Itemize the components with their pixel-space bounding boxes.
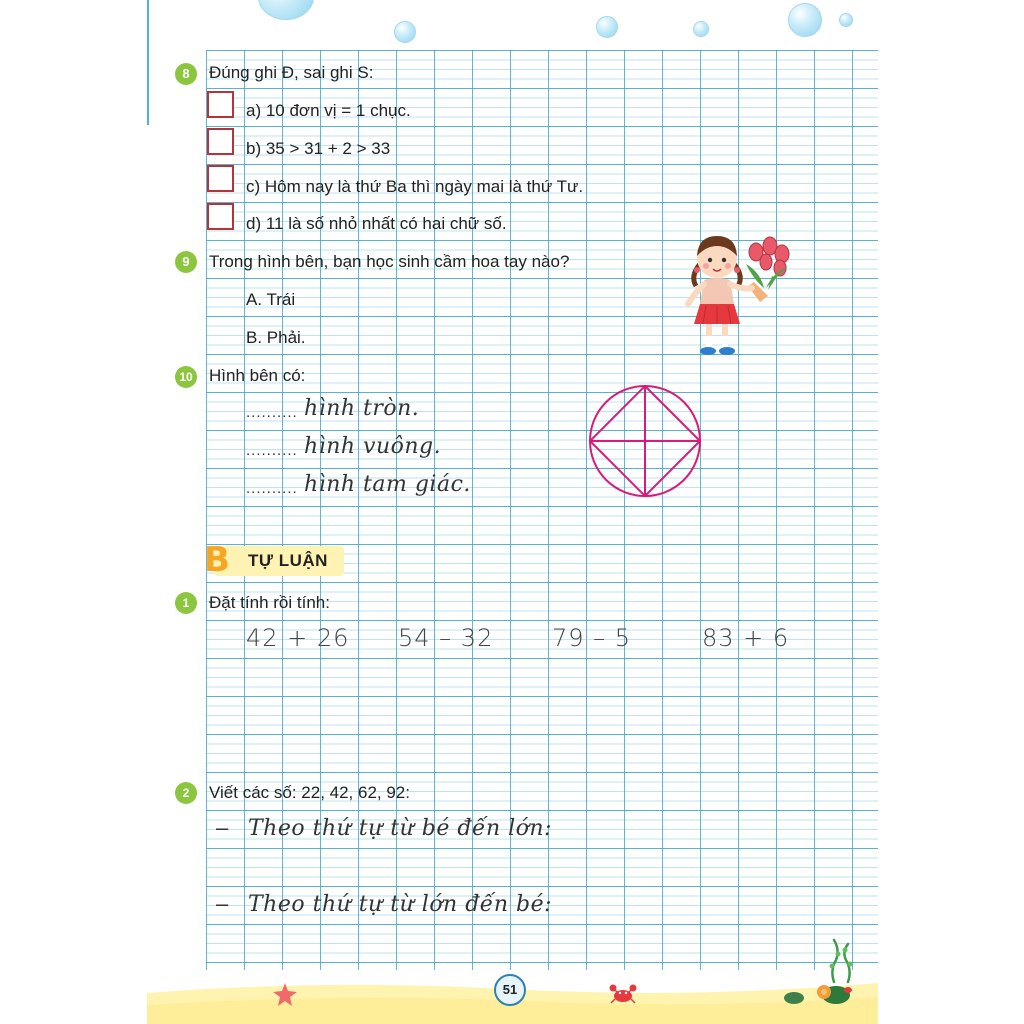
- statement-item: d) 11 là số nhỏ nhất có hai chữ số.: [246, 214, 507, 233]
- calculation-expression: 79 – 5: [552, 624, 632, 652]
- list-dash: –: [216, 891, 229, 916]
- question-number-badge: 8: [175, 63, 197, 85]
- shape-count-line: hình tròn.: [304, 396, 420, 421]
- question-number-badge: 10: [175, 366, 197, 388]
- answer-option[interactable]: B. Phải.: [246, 328, 306, 347]
- shape-count-line: hình tam giác.: [304, 472, 471, 497]
- list-dash: –: [216, 815, 229, 840]
- bubble-decoration: [258, 0, 314, 20]
- bubble-decoration: [839, 13, 853, 27]
- question-number-badge: 9: [175, 251, 197, 273]
- bubble-decoration: [693, 21, 709, 37]
- answer-blank[interactable]: ..........: [246, 442, 298, 459]
- calculation-expression: 42 + 26: [246, 624, 350, 652]
- answer-checkbox[interactable]: [207, 91, 234, 118]
- question-prompt: Viết các số: 22, 42, 62, 92:: [209, 783, 410, 802]
- section-title: TỰ LUẬN: [248, 551, 328, 570]
- bubble-decoration: [394, 21, 416, 43]
- statement-item: b) 35 > 31 + 2 > 33: [246, 139, 391, 158]
- answer-option[interactable]: A. Trái: [246, 290, 296, 309]
- answer-blank[interactable]: ..........: [246, 404, 298, 421]
- question-prompt: Trong hình bên, bạn học sinh cầm hoa tay nào?: [209, 252, 570, 271]
- statement-item: c) Hôm nay là thứ Ba thì ngày mai là thứ Tư.: [246, 177, 584, 196]
- circle-square-figure: [586, 382, 704, 500]
- statement-item: a) 10 đơn vị = 1 chục.: [246, 101, 411, 120]
- crab-icon: [608, 982, 638, 1006]
- ordering-instruction: Theo thứ tự từ bé đến lớn:: [248, 816, 553, 841]
- bubble-decoration: [788, 3, 822, 37]
- question-prompt: Hình bên có:: [209, 366, 306, 385]
- answer-checkbox[interactable]: [207, 128, 234, 155]
- answer-checkbox[interactable]: [207, 203, 234, 230]
- question-number-badge: 2: [175, 782, 197, 804]
- shape-count-line: hình vuông.: [304, 434, 442, 459]
- page-margin-line: [147, 0, 149, 125]
- starfish-icon: [272, 982, 298, 1008]
- girl-holding-flowers-illustration: [676, 224, 796, 364]
- question-number-badge: 1: [175, 592, 197, 614]
- calculation-expression: 54 – 32: [398, 624, 494, 652]
- page-number: 51: [494, 974, 526, 1006]
- calculation-expression: 83 + 6: [702, 624, 790, 652]
- answer-blank[interactable]: ..........: [246, 480, 298, 497]
- rocks-shell-icon: [782, 978, 858, 1006]
- question-prompt: Đặt tính rồi tính:: [209, 593, 330, 612]
- answer-checkbox[interactable]: [207, 165, 234, 192]
- section-letter: B: [204, 540, 230, 580]
- question-prompt: Đúng ghi Đ, sai ghi S:: [209, 63, 374, 82]
- ordering-instruction: Theo thứ tự từ lớn đến bé:: [248, 892, 553, 917]
- bubble-decoration: [596, 16, 618, 38]
